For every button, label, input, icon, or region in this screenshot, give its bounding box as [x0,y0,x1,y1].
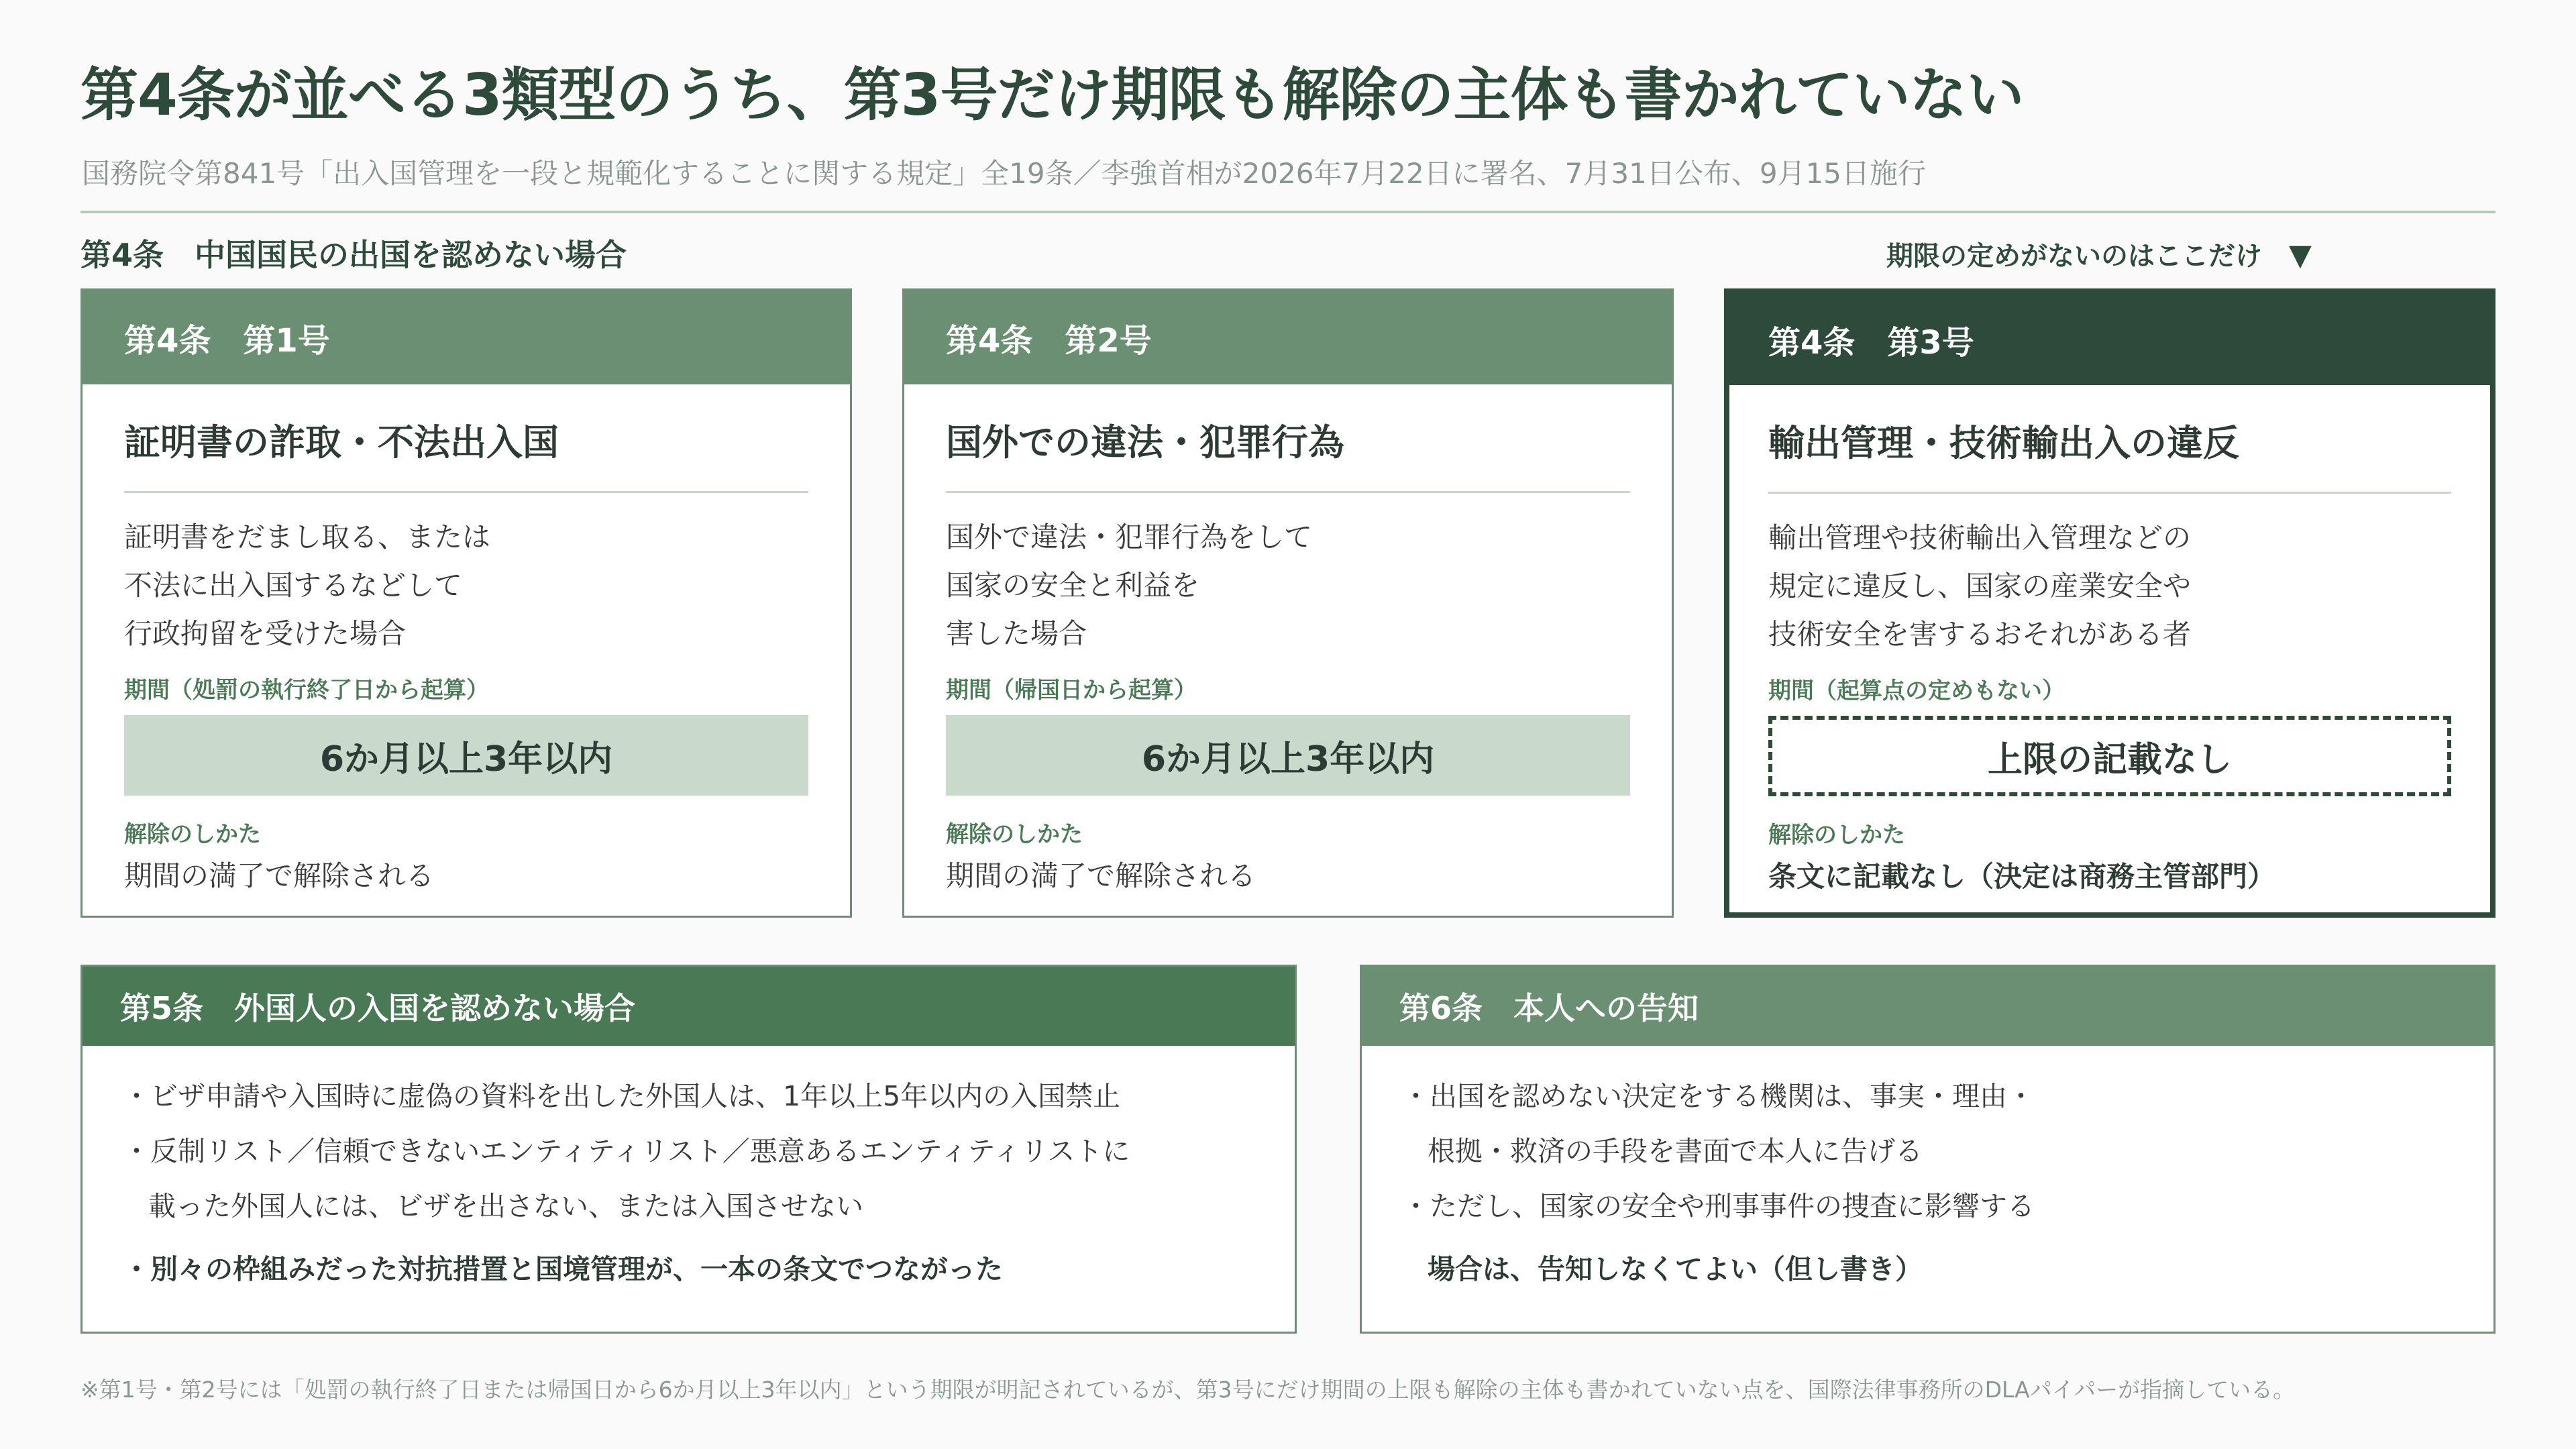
card-title: 輸出管理・技術輸出入の違反 [1768,415,2451,494]
footnote: ※第1号・第2号には「処罰の執行終了日または帰国日から6か月以上3年以内」という期限が明記されているが、第3号にだけ期間の上限も解除の主体も書かれていない点を、国際法律事務所のDLAパイパーが指摘している。 [80,1377,2296,1403]
callout-text: 期限の定めがないのはここだけ [1886,241,2262,272]
period-value: 6か月以上3年以内 [946,715,1630,796]
box-article5 [80,965,1297,1334]
down-arrow-icon: ▼ [2289,238,2312,272]
box-header: 第5条 外国人の入国を認めない場合 [83,967,1295,1046]
card-article4-item1 [80,288,852,918]
release-label: 解除のしかた [946,821,1083,848]
box-line-emphasis: 場合は、告知しなくてよい（但し書き） [1428,1253,1923,1285]
card-header: 第4条 第1号 [83,290,850,384]
card-description-line: 規定に違反し、国家の産業安全や [1768,570,2192,602]
card-header: 第4条 第2号 [904,290,1672,384]
header-divider [80,211,2496,213]
release-label: 解除のしかた [124,821,261,848]
box-line: ・出国を認めない決定をする機関は、事実・理由・ [1402,1080,2035,1112]
page-title: 第4条が並べる3類型のうち、第3号だけ期限も解除の主体も書かれていない [80,62,2024,129]
box-line: ・反制リスト／信頼できないエンティティリスト／悪意あるエンティティリストに [123,1135,1130,1167]
box-line: ・ビザ申請や入国時に虚偽の資料を出した外国人は、1年以上5年以内の入国禁止 [123,1080,1121,1112]
release-label: 解除のしかた [1768,822,1905,849]
card-header: 第4条 第3号 [1729,294,2490,385]
box-line: ・ただし、国家の安全や刑事事件の捜査に影響する [1402,1190,2035,1222]
card-article4-item2 [902,288,1674,918]
card-description-line: 国家の安全と利益を [946,569,1200,602]
period-value: 上限の記載なし [1768,716,2451,796]
callout [1886,235,2312,273]
box-header: 第6条 本人への告知 [1362,967,2493,1046]
card-title: 国外での違法・犯罪行為 [946,414,1630,493]
card-description-line: 不法に出入国するなどして [124,569,463,602]
card-description [124,513,808,658]
section-label-article4: 第4条 中国国民の出国を認めない場合 [80,237,627,273]
page-subtitle: 国務院令第841号「出入国管理を一段と規範化することに関する規定」全19条／李強首相が2026年7月22日に署名、7月31日公布、9月15日施行 [82,157,1926,190]
card-description [946,513,1630,658]
period-label: 期間（起算点の定めもない） [1768,678,2065,704]
card-description-line: 害した場合 [946,617,1087,650]
period-label: 期間（帰国日から起算） [946,677,1197,704]
release-value: 期間の満了で解除される [946,859,1256,892]
release-value: 期間の満了で解除される [124,859,435,892]
release-value: 条文に記載なし（決定は商務主管部門） [1768,860,2276,893]
card-description-line: 技術安全を害するおそれがある者 [1768,618,2192,651]
box-article6 [1360,965,2496,1334]
box-line: 載った外国人には、ビザを出さない、または入国させない [148,1190,863,1222]
period-label: 期間（処罰の執行終了日から起算） [124,677,489,704]
card-description-line: 輸出管理や技術輸出入管理などの [1768,521,2192,554]
card-description-line: 国外で違法・犯罪行為をして [946,521,1313,553]
box-line-emphasis: ・別々の枠組みだった対抗措置と国境管理が、一本の条文でつながった [123,1253,1003,1285]
card-description-line: 証明書をだまし取る、または [124,521,491,553]
card-description [1768,514,2451,659]
card-article4-item3 [1724,288,2496,918]
box-line: 根拠・救済の手段を書面で本人に告げる [1428,1135,1923,1167]
card-description-line: 行政拘留を受けた場合 [124,617,407,650]
period-value: 6か月以上3年以内 [124,715,808,796]
card-title: 証明書の詐取・不法出入国 [124,414,808,493]
